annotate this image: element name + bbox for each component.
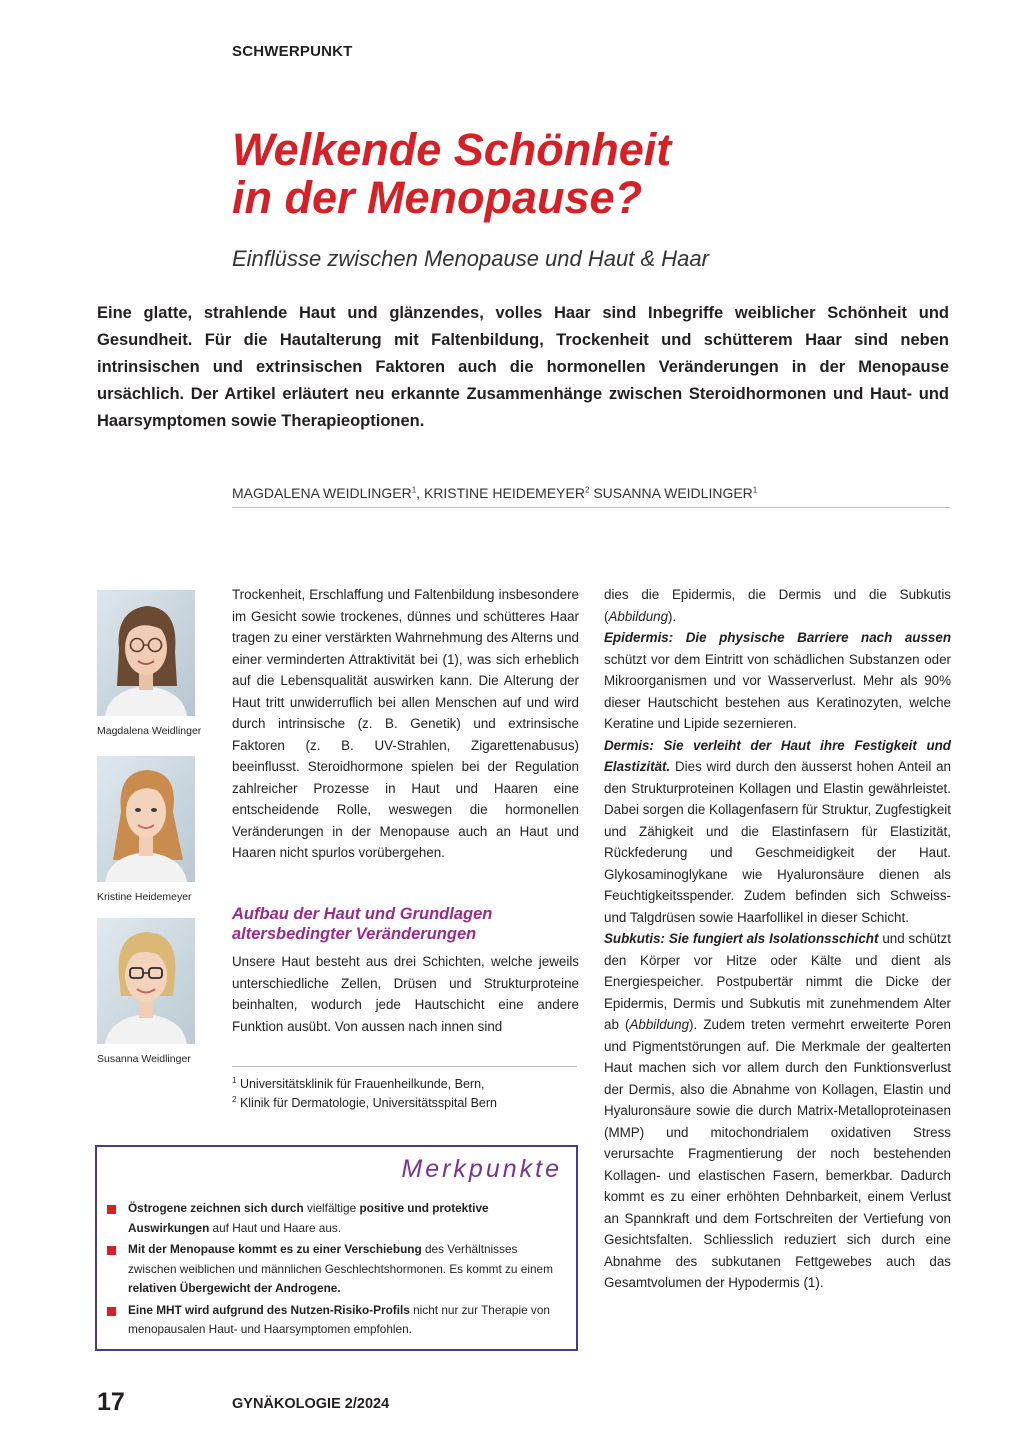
author-photo-susanna [97,918,195,1044]
journal-issue: GYNÄKOLOGIE 2/2024 [232,1396,390,1412]
section-heading: Aufbau der Haut und Grundlagen altersbedingter Veränderungen [232,905,493,943]
author-3-affiliation: 1 [752,485,758,495]
merkpunkte-list [107,1199,565,1342]
footnote [232,1073,497,1092]
text-run: des Verhältnisses zwischen weiblichen und männlichen Geschlechtshormonen. Es kommt zu einem [128,1242,553,1276]
body-text-section [232,951,579,1037]
text-run: dies die Epidermis, die Dermis und die Subkutis ( [604,587,951,624]
headline [232,126,952,222]
dermis-heading: Dermis: Sie verleiht der Haut ihre Festigkeit und Elastizität. [604,737,951,774]
photo-caption: Susanna Weidlinger [97,1053,191,1065]
author-1-affiliation: 1 [411,485,417,495]
subkutis-paragraph [604,928,951,1294]
text-bold: Eine MHT wird aufgrund des Nutzen-Risiko-Profils [128,1302,410,1317]
page-number: 17 [97,1388,125,1416]
subtitle: Einflüsse zwischen Menopause und Haut & Haar [232,246,709,271]
merkpunkt-item [107,1301,565,1340]
subkutis-heading: Subkutis: Sie fungiert als Isolationsschicht [604,931,879,946]
epidermis-heading: Epidermis: Die physische Barriere nach aussen [604,630,951,645]
author-separator: , [416,485,424,501]
section-label: SCHWERPUNKT [232,43,353,60]
footnote-text: Universitätsklinik für Frauenheilkunde, Bern, [239,1077,485,1092]
text-run: ). [668,608,677,624]
text-run: vielfältige [303,1201,360,1215]
photo-caption: Kristine Heidemeyer [97,891,192,903]
figure-reference: Abbildung [608,608,669,624]
text-run: nicht nur zur Therapie von menopausalen Haut- und Haarsymptomen empfohlen. [128,1302,550,1336]
text-run: schützt vor dem Eintritt von schädlichen Substanzen oder Mikroorganismen und vor Wasserverlust. Mehr als 90% dieser Hautschicht bestehen aus Keratinozyten, welche Keratine und Lipide sezernieren. [604,651,951,731]
author-photo-kristine [97,756,195,882]
merkpunkt-item [107,1240,565,1299]
text-run: Dies wird durch den äusserst hohen Anteil an den Strukturproteinen Kollagen und Elastin gewährleistet. Dabei sorgen die Kollagenfasern für Struktur, Zugfestigkeit und Zähigkeit und die Elastinfasern für Elastizität, Rückfederung und Geschmeidigkeit der Haut. Glykosaminoglykane wie Hyaluronsäure dienen als Feuchtigkeitsspender. Zudem befinden sich Schweiss- und Talgdrüsen sowie Haarfollikel in dieser Schicht. [604,759,951,925]
figure-reference: Abbildung [629,1017,690,1032]
author-photo-magdalena [97,590,195,716]
body-text-right [604,584,951,1294]
headline-line-1: Welkende Schönheit [232,124,672,175]
footnote [232,1092,497,1111]
footnote-text: Klinik für Dermatologie, Universitätsspital Bern [239,1096,497,1111]
text-run: ). Zudem treten vermehrt erweiterte Poren und Pigmentstörungen auf. Die Merkmale der gealterten Haut machen sich vor allem durch den Funktionsverlust der Dermis, also die Abnahme von Kollagen, Elastin und Hyaluronsäure sowie die durch Matrix-Metalloproteinasen (MMP) und mitochondrialem oxidativen Stress verursachte Fragmentierung der noch bestehenden Kollagen- und elastischen Fasern, bemerkbar. Dadurch kommt es zu einer erhöhten Dehnbarkeit, einem Verlust an Spannkraft und dem Fortschreiten der Vertiefung von Gesichtsfalten. Schliesslich reduziert sich durch eine Abnahme des subkutanen Fettgewebes auch das Gesamtvolumen der Hypodermis (1). [604,1017,952,1290]
photo-caption: Magdalena Weidlinger [97,725,202,737]
footnote-number: 2 [232,1095,237,1105]
bullet-square-icon [107,1205,116,1214]
authors-divider [232,507,950,508]
merkpunkte-title: Merkpunkte [401,1155,562,1183]
text-run: auf Haut und Haare aus. [209,1220,342,1235]
footnotes [232,1073,497,1111]
lead-paragraph: Eine glatte, strahlende Haut und glänzendes, volles Haar sind Inbegriffe weiblicher Schönheit und Gesundheit. Für die Hautalterung mit Faltenbildung, Trockenheit und schütterem Haar sind neben intrinsischen und extrinsischen Faktoren auch die hormonellen Veränderungen in der Menopause ursächlich. Der Artikel erläutert neu erkannte Zusammenhänge zwischen Steroidhormonen und Haut- und Haarsymptomen sowie Therapieoptionen. [97,304,949,430]
dermis-paragraph [604,735,951,929]
merkpunkte-box [95,1145,578,1351]
headline-line-2: in der Menopause? [232,172,643,223]
text-bold: positive und protektive Auswirkungen [128,1201,489,1235]
text-run: und schützt den Körper vor Hitze oder Kälte und dient als Energiespeicher. Postpubertär nimmt die Dicke der Epidermis, Dermis und Subkutis mit zunehmendem Alter ab ( [604,931,951,1032]
author-2-affiliation: 2 [584,485,590,495]
right-paragraph-intro [604,584,951,627]
bullet-square-icon [107,1246,116,1255]
merkpunkt-item [107,1199,565,1238]
text-bold: Mit der Menopause kommt es zu einer Verschiebung [128,1242,422,1256]
intro-paragraph: Trockenheit, Erschlaffung und Faltenbildung insbesondere im Gesicht sowie trockenes, dünnes und schütteres Haar tragen zu einer verstärkten Wahrnehmung des Alterns und einer verminderten Attraktivität bei (1), was sich erheblich auf die Lebensqualität auswirken kann. Die Alterung der Haut tritt unwiderruflich bei allen Menschen auf und wird durch intrinsische (z. B. Genetik) und extrinsische Faktoren (z. B. UV-Strahlen, Zigarettenabusus) beeinflusst. Steroidhormone spielen bei der Regulation zahlreicher Prozesse in Haut und Haaren eine entscheidende Rolle, weswegen die hormonellen Veränderungen in der Menopause auch an Haut und Haaren nicht spurlos vorübergehen. [232,587,579,860]
epidermis-paragraph [604,627,951,735]
author-line [232,485,757,501]
bullet-square-icon [107,1307,116,1316]
author-3: SUSANNA WEIDLINGER [593,485,753,501]
section-paragraph: Unsere Haut besteht aus drei Schichten, welche jeweils unterschiedliche Zellen, Drüsen und Strukturproteine beinhalten, wodurch jede Hautschicht eine andere Funktion ausübt. Von aussen nach innen sind [232,954,579,1034]
text-bold: Östrogene zeichnen sich durch [128,1201,304,1215]
author-2: KRISTINE HEIDEMEYER [423,485,585,501]
text-bold: relativen Übergewicht der Androgene. [128,1281,341,1295]
footnote-number: 1 [232,1076,237,1085]
footnote-divider [232,1066,577,1067]
author-1: MAGDALENA WEIDLINGER [232,485,412,501]
body-text-intro [232,584,579,864]
